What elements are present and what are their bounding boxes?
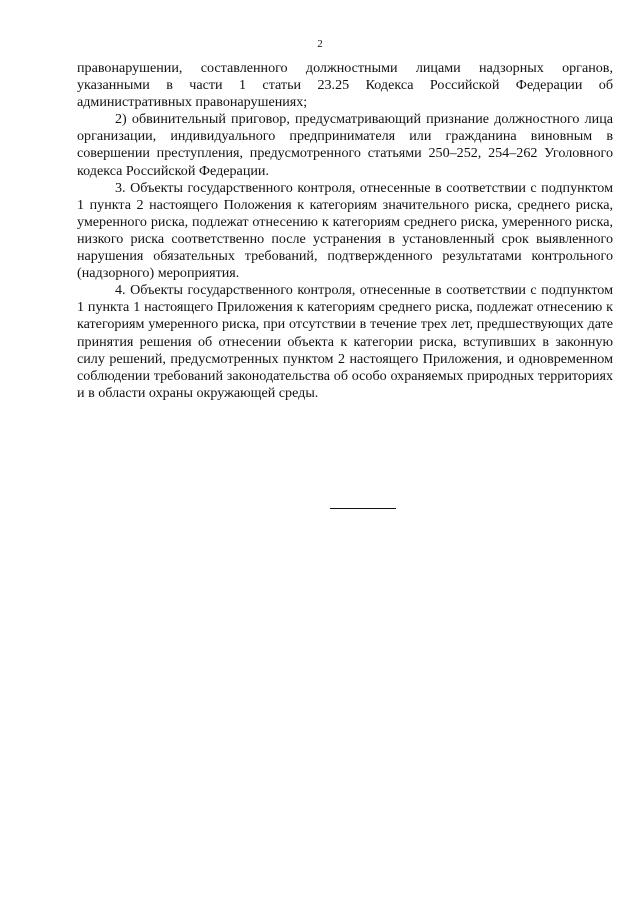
paragraph-clause-4: 4. Объекты государственного контроля, отнесенные в соответствии с подпунктом 1 пункта 1 настоящего Приложения к категориям среднего риска, подлежат отнесению к категориям умеренного риска, при отсутствии в течение трех лет, предшествующих дате принятия решения об отнесении объекта к категории риска, вступивших в законную силу решений, предусмотренных пунктом 2 настоящего Приложения, и одновременном соблюдении требований законодательства об особо охраняемых природных территориях и в области охраны окружающей среды. — [77, 282, 613, 401]
end-of-document-rule — [330, 508, 396, 509]
page-number: 2 — [317, 38, 323, 50]
paragraph-clause-3: 3. Объекты государственного контроля, отнесенные в соответствии с подпунктом 1 пункта 2 настоящего Положения к категориям значительного риска, среднего риска, умеренного риска, подлежат отнесению к категориям среднего риска, умеренного риска, низкого риска соответственно после устранения в установленный срок выявленного нарушения обязательных требований, подтвержденного результатами контрольного (надзорного) мероприятия. — [77, 179, 613, 282]
document-body — [77, 60, 613, 402]
paragraph-item-2: 2) обвинительный приговор, предусматривающий признание должностного лица организации, индивидуального предпринимателя или гражданина виновным в совершении преступления, предусмотренного статьями 250–252, 254–262 Уголовного кодекса Российской Федерации. — [77, 111, 613, 179]
paragraph-continuation: правонарушении, составленного должностными лицами надзорных органов, указанными в части 1 статьи 23.25 Кодекса Российской Федерации об административных правонарушениях; — [77, 60, 613, 111]
